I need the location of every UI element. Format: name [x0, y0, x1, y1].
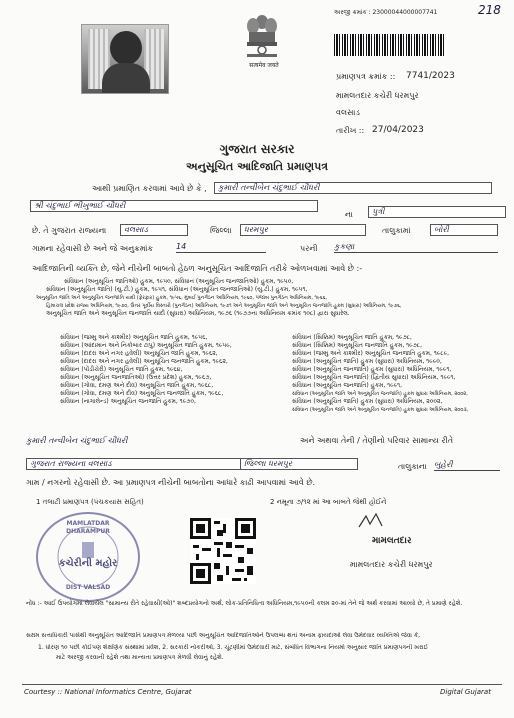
- taluka-label: તાલુકામાં: [382, 226, 411, 235]
- taluka2-label: તાલુકાના: [398, 462, 427, 471]
- page-number: 218: [478, 3, 501, 17]
- order-item: સંવિધાન (અનુસૂચિત જાતિ) હુકમ (સુધારા) અધિનિયમ, ૨૦૦૨,: [292, 398, 443, 405]
- footer-divider: [22, 684, 502, 685]
- order-item: સંવિધાન (અનુસૂચિત જાતિ) હુકમ (સુધારા) અધિનિયમ, ૧૯૯૦,: [292, 358, 442, 365]
- village-text: ગામ / નગરનો રહેવાસી છે. આ પ્રમાણપત્ર નીચેની બાબતોના આધારે કાઢી આપવામાં આવે છે.: [26, 478, 316, 487]
- signature-office: મામલતદાર કચેરી ધરમપુર: [350, 560, 433, 569]
- emblem-motto: सत्यमेव जयते: [249, 62, 279, 69]
- order-item: સંવિધાન (આંદામાન અને નિકોબાર ટાપુ) અનુસૂચિત જાતિ હુકમ, ૧૯૫૯,: [60, 342, 232, 349]
- law-line: સંવિધાન (અનુસૂચિત જાતિ) (યુ.ટી.) હુકમ, ૧૯૫૧, સંવિધાન (અનુસૂચિત જનજાતિઓ) (યુ.ટી.) હુકમ, ૧૯૫૧,: [46, 286, 308, 293]
- cert-number-label: પ્રમાણપત્ર ક્રમાંક ::: [336, 72, 396, 81]
- applicant-photo: [81, 24, 169, 94]
- cert-number-value: 7741/2023: [406, 71, 455, 81]
- certify-text: આથી પ્રમાણિત કરવામાં આવે છે કે ,: [92, 184, 207, 193]
- order-item: સંવિધાન (અનુસૂચિત જનજાતિ) હુકમ, ૧૯૯૧,: [292, 382, 403, 389]
- barcode-icon: [334, 34, 444, 56]
- state2-field: [26, 458, 248, 470]
- taluka-value: બોરી: [430, 224, 498, 236]
- order-item: સંવિધાન (સિક્કિમ) અનુસૂચિત જાતિ હુકમ, ૧૯૭૮,: [292, 334, 412, 341]
- order-item: સંવિધાન (અનુસૂચિત જાતિ અને અનુસૂચિત જનજાતિ) હુકમ સુધારા અધિનિયમ, ૨૦૦૨,: [292, 391, 468, 397]
- qr-code-icon: [190, 518, 256, 584]
- order-item: સંવિધાન (દાદરા અને નગર હવેલી) અનુસૂચિત જનજાતિ હુકમ, ૧૯૬૨,: [60, 358, 228, 365]
- national-emblem-icon: [243, 12, 281, 62]
- order-item: સંવિધાન (દાદરા અને નગર હવેલી) અનુસૂચિત જાતિ હુકમ, ૧૯૬૨,: [60, 350, 218, 357]
- application-number: અરજી ક્રમાંક : 23000044000007741: [334, 9, 438, 16]
- order-item: સંવિધાન (સિક્કિમ) અનુસૂચિત જનજાતિ હુકમ, ૧૯૭૮,: [292, 342, 423, 349]
- header-office: મામલતદાર કચેરી ધરમપુર: [336, 91, 419, 100]
- footer-courtesy: Courtesy :: National Informatics Centre, Gujarat: [24, 688, 192, 696]
- order-item: સંવિધાન (અનુસૂચિત જનજાતિઓ) (ઉત્તર પ્રદેશ) હુકમ, ૧૯૬૭,: [60, 374, 212, 381]
- note-text: નોંધ :- આઈ ઉપયોગમાં લેવાયેલ "સામાન્ય રીતે રહેવાસી(ઓ)" શબ્દપ્રયોગનો અર્થ, લોક-પ્રતિનિધિત્વ અધિનિયમ,૧૯૫૦ની કલમ ૨૦-માં તેને જે અર્થ કરવામાં આવ્યો છે, તે પ્રમાણે રહેશે.: [26, 600, 463, 607]
- stamp-bottom-text: DIST VALSAD: [65, 584, 111, 591]
- order-item: સંવિધાન (ગોવા, દમણ અને દીવ) અનુસૂચિત જાતિ હુકમ, ૧૯૬૮,: [60, 382, 214, 389]
- order-item: સંવિધાન (પોંડીચેરી) અનુસૂચિત જાતિ હુકમ, ૧૯૬૪,: [60, 366, 183, 373]
- usage-items-2: માટે અરજી કરવાની રહેશે તથા માન્યતા પ્રમાણપત્ર મેળવી લેવાનું રહેશે.: [56, 654, 224, 661]
- signature-mark-icon: [356, 512, 386, 532]
- date-label: તારીખ ::: [336, 126, 365, 135]
- designation: મામલતદાર: [372, 536, 412, 546]
- govt-title: ગુજરાત સરકાર: [219, 142, 295, 156]
- father-name: શ્રી ચંદુભાઈ ભીખુભાઈ ચૌધરી: [30, 200, 318, 212]
- village-label: ગામના રહેવાસી છે અને જે અનુક્રમાંક: [32, 244, 154, 253]
- office-seal-stamp: [36, 512, 140, 602]
- order-item: સંવિધાન (જમ્મુ અને કાશ્મીર) અનુસૂચિત જનજાતિ હુકમ, ૧૯૮૯,: [292, 350, 450, 357]
- family-text: અને અથવા તેની / તેણીનો પરિવાર સામાન્ય રીતે: [300, 436, 454, 445]
- order-item: સંવિધાન (નાગાલેન્ડ) અનુસૂચિત જનજાતિ હુકમ, ૧૯૭૦,: [60, 398, 196, 405]
- orders-right-list: [292, 334, 507, 414]
- law-line: અનુસૂચિત જાતિ અને અનુસૂચિત જનજાતિ યાદી (ફેરફાર) હુકમ, ૧૯૫૬, મુંબઈ પુનર્ગઠન અધિનિયમ, ૧૯૬૦, પંજાબ પુનર્ગઠન અધિનિયમ, ૧૯૬૬,: [36, 295, 328, 301]
- order-item: સંવિધાન (અનુસૂચિત જનજાતિ) હુકમ (સુધારા) અધિનિયમ, ૧૯૯૧,: [292, 366, 452, 373]
- footer-brand: Digital Gujarat: [440, 688, 491, 696]
- order-item: સંવિધાન (જમ્મુ અને કાશ્મીર) અનુસૂચિત જાતિ હુકમ, ૧૯૫૬,: [60, 334, 208, 341]
- order-item: સંવિધાન (અનુસૂચિત જનજાતિ) (દ્વિતીય સુધારા) અધિનિયમ, ૧૯૯૧,: [292, 374, 456, 381]
- cert-title: અનુસૂચિત આદિજાતિ પ્રમાણપત્ર: [185, 160, 329, 173]
- state-label: છે. તે ગુજરાત રાજ્યના: [32, 226, 107, 235]
- order-item: સંવિધાન (ગોવા, દમણ અને દીવ) અનુસૂચિત જનજાતિ હુકમ, ૧૯૬૮,: [60, 390, 224, 397]
- applicant-name: કુમારી તન્વીબેન ચંદુભાઈ ચૌધરી: [214, 182, 492, 194]
- relation-label: ના: [345, 210, 353, 219]
- state2-label: ગુજરાત રાજ્યના: [30, 459, 86, 468]
- district-value: ધરમપુર: [240, 224, 366, 236]
- orders-left-list: [60, 334, 290, 406]
- district2-field: [240, 458, 358, 470]
- basis-2: 2 નમૂના ૭/૧૨ માં આ બાબતે જેથી હોઈને: [270, 498, 387, 506]
- basis-1: 1 તલાટી પ્રમાણપત્ર (પંચકયાસ સહિત): [36, 498, 144, 506]
- usage-items: 1. ધોરણ ૧૦ પછી કોઈપણ શૈક્ષણિક સંસ્થામાં પ્રવેશ, 2. સરકારી નોકરીઓ, 3. ચૂંટણીમાં ઉમેદવારી માટે, સંબંધિત વિભાગના નિયમો અનુસાર જાતિ પ્રમાણપત્રની ખરાઈ: [38, 644, 429, 651]
- relation-value: પુત્રી: [368, 206, 506, 218]
- taluka2-value: બુહેરી: [434, 460, 500, 471]
- stamp-mid-text: કચેરીની મહોર: [58, 558, 118, 569]
- date-value: 27/04/2023: [372, 125, 424, 135]
- district2-label: જિલ્લા: [244, 459, 266, 468]
- person-name-2: કુમારી તન્વીબેન ચંદુભાઈ ચૌધરી: [26, 436, 128, 445]
- law-list: [36, 278, 506, 318]
- tribe-statement: આદિજાતિની વ્યક્તિ છે, જેને નીચેની બાબતો હેઠળ અનુસૂચિત આદિજાતિ તરીકે ઓળખવામાં આવે છે :-: [32, 264, 363, 273]
- order-item: સંવિધાન (અનુસૂચિત જાતિ અને અનુસૂચિત જનજાતિ) હુકમ સુધારા અધિનિયમ, ૨૦૦૩,: [292, 407, 469, 413]
- serial-value: 14: [176, 242, 266, 253]
- law-line: હિમાચલ પ્રદેશ રાજ્ય અધિનિયમ, ૧૯૭૦, ઉત્તર પૂર્વીય વિસ્તારો (પુનર્ગઠન) અધિનિયમ, ૧૯૭૧ અને અનુસૂચિત જાતિ અને અનુસૂચિત જનજાતિ હુકમ (સુધારા) અધિનિયમ, ૧૯૭૬,: [46, 303, 402, 309]
- usage-text: સક્ષમ સત્તાધિકારી પાસેથી અનુસૂચિત આદિજાતિ પ્રમાણપત્ર મેળવ્યા પછી અનુસૂચિત આદિજાતિઓને ઉપલબ્ધ થતાં અનામ ફાયદાઓ લેવા ઉમેદવાર વ્યક્તિએ જેવા કે,: [26, 632, 421, 639]
- law-line: સંવિધાન (અનુસૂચિત જાતિઓ) હુકમ, ૧૯૫૦, સંવિધાન (અનુસૂચિત જનજાતિઓ) હુકમ, ૧૯૫૦,: [64, 278, 294, 285]
- stamp-top-text: MAMLATDAR DHARAMPUR: [66, 520, 110, 535]
- state2-value: વલસાડ: [87, 459, 112, 468]
- law-line: અનુસૂચિત જાતિ અને અનુસૂચિત જનજાતિ યાદી (સુધારા) અધિનિયમ, ૧૯૭૬ (૧૯૭૭ના અધિનિયમ ક્રમાંક ૧૦૮) દ્વારા સુધારેલ.: [46, 310, 350, 317]
- district-label: જિલ્લા: [210, 226, 232, 235]
- district2-value: ધરમપુર: [268, 459, 293, 468]
- header-district: વલસાડ: [336, 108, 360, 117]
- caste-label: પરની: [300, 244, 318, 253]
- caste-value: કુકણા: [334, 242, 498, 253]
- state-value: વલસાડ: [120, 224, 188, 236]
